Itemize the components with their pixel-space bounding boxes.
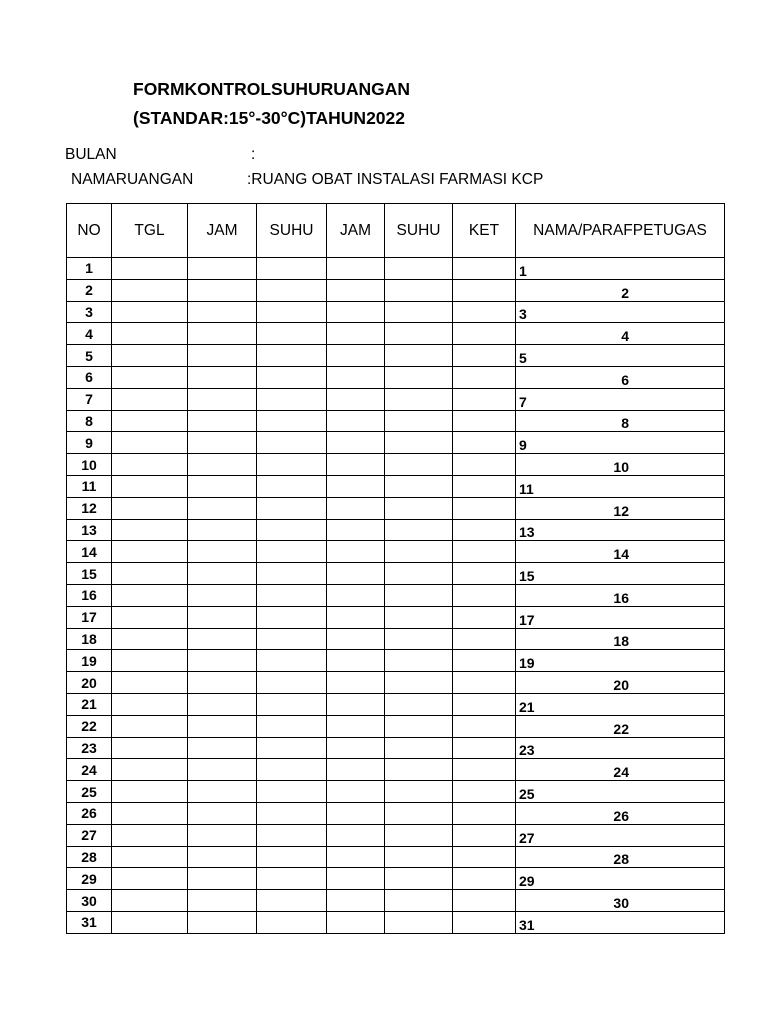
cell-suhu-2[interactable] bbox=[385, 672, 453, 694]
cell-jam-2[interactable] bbox=[327, 846, 385, 868]
cell-suhu-1[interactable] bbox=[257, 650, 327, 672]
cell-tgl[interactable] bbox=[112, 279, 188, 301]
cell-suhu-2[interactable] bbox=[385, 519, 453, 541]
cell-jam-2[interactable] bbox=[327, 759, 385, 781]
table-row bbox=[67, 737, 725, 759]
cell-jam-1[interactable] bbox=[188, 759, 257, 781]
cell-suhu-2[interactable] bbox=[385, 563, 453, 585]
row-number: 24 bbox=[67, 759, 112, 781]
cell-suhu-2[interactable] bbox=[385, 824, 453, 846]
table-row bbox=[67, 258, 725, 280]
cell-tgl[interactable] bbox=[112, 911, 188, 933]
cell-jam-1[interactable] bbox=[188, 323, 257, 345]
cell-tgl[interactable] bbox=[112, 519, 188, 541]
cell-suhu-1[interactable] bbox=[257, 846, 327, 868]
cell-suhu-1[interactable] bbox=[257, 824, 327, 846]
row-number: 22 bbox=[67, 715, 112, 737]
cell-suhu-2[interactable] bbox=[385, 366, 453, 388]
cell-suhu-1[interactable] bbox=[257, 279, 327, 301]
cell-petugas[interactable]: 3 bbox=[516, 301, 725, 323]
cell-tgl[interactable] bbox=[112, 410, 188, 432]
cell-tgl[interactable] bbox=[112, 672, 188, 694]
cell-petugas[interactable]: 24 bbox=[516, 759, 725, 781]
cell-jam-2[interactable] bbox=[327, 475, 385, 497]
table-row bbox=[67, 890, 725, 912]
cell-suhu-2[interactable] bbox=[385, 650, 453, 672]
cell-tgl[interactable] bbox=[112, 475, 188, 497]
cell-petugas[interactable]: 20 bbox=[516, 672, 725, 694]
row-number: 28 bbox=[67, 846, 112, 868]
cell-jam-1[interactable] bbox=[188, 366, 257, 388]
cell-tgl[interactable] bbox=[112, 497, 188, 519]
cell-suhu-1[interactable] bbox=[257, 606, 327, 628]
cell-jam-1[interactable] bbox=[188, 432, 257, 454]
cell-jam-2[interactable] bbox=[327, 693, 385, 715]
cell-suhu-1[interactable] bbox=[257, 584, 327, 606]
column-header-suhu-2: SUHU bbox=[385, 204, 453, 258]
cell-ket[interactable] bbox=[453, 890, 516, 912]
cell-suhu-1[interactable] bbox=[257, 323, 327, 345]
cell-jam-2[interactable] bbox=[327, 584, 385, 606]
cell-suhu-1[interactable] bbox=[257, 475, 327, 497]
cell-jam-2[interactable] bbox=[327, 563, 385, 585]
cell-suhu-2[interactable] bbox=[385, 584, 453, 606]
cell-suhu-1[interactable] bbox=[257, 693, 327, 715]
table-row bbox=[67, 541, 725, 563]
table-row bbox=[67, 781, 725, 803]
cell-suhu-1[interactable] bbox=[257, 563, 327, 585]
cell-jam-1[interactable] bbox=[188, 301, 257, 323]
cell-ket[interactable] bbox=[453, 628, 516, 650]
row-number: 21 bbox=[67, 693, 112, 715]
cell-jam-2[interactable] bbox=[327, 323, 385, 345]
cell-petugas[interactable]: 1 bbox=[516, 258, 725, 280]
row-number: 1 bbox=[67, 258, 112, 280]
cell-suhu-1[interactable] bbox=[257, 911, 327, 933]
row-number: 29 bbox=[67, 868, 112, 890]
cell-ket[interactable] bbox=[453, 584, 516, 606]
cell-jam-2[interactable] bbox=[327, 541, 385, 563]
table-row bbox=[67, 650, 725, 672]
cell-ket[interactable] bbox=[453, 693, 516, 715]
row-number: 15 bbox=[67, 563, 112, 585]
cell-ket[interactable] bbox=[453, 454, 516, 476]
cell-tgl[interactable] bbox=[112, 323, 188, 345]
cell-jam-1[interactable] bbox=[188, 563, 257, 585]
cell-jam-1[interactable] bbox=[188, 802, 257, 824]
table-row bbox=[67, 497, 725, 519]
cell-ket[interactable] bbox=[453, 258, 516, 280]
column-header-petugas: NAMA/PARAFPETUGAS bbox=[516, 204, 725, 258]
cell-jam-1[interactable] bbox=[188, 258, 257, 280]
cell-suhu-1[interactable] bbox=[257, 541, 327, 563]
cell-jam-1[interactable] bbox=[188, 781, 257, 803]
cell-suhu-2[interactable] bbox=[385, 497, 453, 519]
cell-petugas[interactable]: 28 bbox=[516, 846, 725, 868]
cell-ket[interactable] bbox=[453, 781, 516, 803]
row-number: 26 bbox=[67, 802, 112, 824]
cell-suhu-2[interactable] bbox=[385, 345, 453, 367]
form-title: FORMKONTROLSUHURUANGAN bbox=[133, 79, 411, 99]
cell-suhu-2[interactable] bbox=[385, 868, 453, 890]
cell-jam-1[interactable] bbox=[188, 584, 257, 606]
cell-jam-1[interactable] bbox=[188, 454, 257, 476]
row-number: 4 bbox=[67, 323, 112, 345]
cell-ket[interactable] bbox=[453, 824, 516, 846]
ruangan-value: :RUANG OBAT INSTALASI FARMASI KCP bbox=[247, 171, 544, 188]
cell-suhu-1[interactable] bbox=[257, 519, 327, 541]
cell-suhu-1[interactable] bbox=[257, 258, 327, 280]
table-row bbox=[67, 388, 725, 410]
cell-ket[interactable] bbox=[453, 279, 516, 301]
cell-jam-1[interactable] bbox=[188, 606, 257, 628]
cell-suhu-1[interactable] bbox=[257, 715, 327, 737]
cell-ket[interactable] bbox=[453, 759, 516, 781]
row-number: 23 bbox=[67, 737, 112, 759]
cell-suhu-1[interactable] bbox=[257, 497, 327, 519]
cell-suhu-2[interactable] bbox=[385, 388, 453, 410]
cell-suhu-1[interactable] bbox=[257, 802, 327, 824]
table-row bbox=[67, 606, 725, 628]
row-number: 14 bbox=[67, 541, 112, 563]
bulan-label: BULAN bbox=[65, 146, 117, 163]
cell-suhu-1[interactable] bbox=[257, 759, 327, 781]
cell-tgl[interactable] bbox=[112, 868, 188, 890]
cell-tgl[interactable] bbox=[112, 301, 188, 323]
cell-ket[interactable] bbox=[453, 563, 516, 585]
table-row bbox=[67, 301, 725, 323]
cell-jam-2[interactable] bbox=[327, 345, 385, 367]
cell-ket[interactable] bbox=[453, 323, 516, 345]
cell-jam-2[interactable] bbox=[327, 890, 385, 912]
cell-jam-2[interactable] bbox=[327, 410, 385, 432]
table-row bbox=[67, 279, 725, 301]
cell-suhu-2[interactable] bbox=[385, 737, 453, 759]
cell-ket[interactable] bbox=[453, 410, 516, 432]
row-number: 16 bbox=[67, 584, 112, 606]
cell-suhu-1[interactable] bbox=[257, 737, 327, 759]
row-number: 25 bbox=[67, 781, 112, 803]
cell-petugas[interactable]: 23 bbox=[516, 737, 725, 759]
cell-petugas[interactable]: 9 bbox=[516, 432, 725, 454]
cell-suhu-2[interactable] bbox=[385, 323, 453, 345]
cell-suhu-2[interactable] bbox=[385, 279, 453, 301]
cell-petugas[interactable]: 21 bbox=[516, 693, 725, 715]
cell-suhu-1[interactable] bbox=[257, 345, 327, 367]
row-number: 12 bbox=[67, 497, 112, 519]
row-number: 2 bbox=[67, 279, 112, 301]
table-row bbox=[67, 323, 725, 345]
cell-petugas[interactable]: 7 bbox=[516, 388, 725, 410]
cell-ket[interactable] bbox=[453, 301, 516, 323]
cell-petugas[interactable]: 14 bbox=[516, 541, 725, 563]
table-row bbox=[67, 563, 725, 585]
cell-jam-1[interactable] bbox=[188, 890, 257, 912]
cell-suhu-2[interactable] bbox=[385, 475, 453, 497]
cell-suhu-2[interactable] bbox=[385, 911, 453, 933]
cell-ket[interactable] bbox=[453, 606, 516, 628]
cell-ket[interactable] bbox=[453, 432, 516, 454]
cell-jam-1[interactable] bbox=[188, 672, 257, 694]
cell-tgl[interactable] bbox=[112, 890, 188, 912]
cell-tgl[interactable] bbox=[112, 737, 188, 759]
cell-petugas[interactable]: 2 bbox=[516, 279, 725, 301]
cell-suhu-2[interactable] bbox=[385, 759, 453, 781]
cell-jam-2[interactable] bbox=[327, 388, 385, 410]
cell-suhu-2[interactable] bbox=[385, 846, 453, 868]
cell-jam-1[interactable] bbox=[188, 650, 257, 672]
row-number: 6 bbox=[67, 366, 112, 388]
cell-petugas[interactable]: 13 bbox=[516, 519, 725, 541]
row-number: 7 bbox=[67, 388, 112, 410]
cell-suhu-2[interactable] bbox=[385, 628, 453, 650]
cell-ket[interactable] bbox=[453, 846, 516, 868]
cell-jam-1[interactable] bbox=[188, 345, 257, 367]
row-number: 20 bbox=[67, 672, 112, 694]
table-row bbox=[67, 475, 725, 497]
cell-suhu-1[interactable] bbox=[257, 410, 327, 432]
row-number: 5 bbox=[67, 345, 112, 367]
cell-jam-2[interactable] bbox=[327, 301, 385, 323]
cell-tgl[interactable] bbox=[112, 454, 188, 476]
cell-suhu-2[interactable] bbox=[385, 432, 453, 454]
cell-suhu-2[interactable] bbox=[385, 802, 453, 824]
cell-suhu-1[interactable] bbox=[257, 781, 327, 803]
cell-ket[interactable] bbox=[453, 650, 516, 672]
row-number: 9 bbox=[67, 432, 112, 454]
cell-jam-1[interactable] bbox=[188, 824, 257, 846]
cell-jam-2[interactable] bbox=[327, 715, 385, 737]
cell-ket[interactable] bbox=[453, 366, 516, 388]
cell-jam-1[interactable] bbox=[188, 410, 257, 432]
row-number: 27 bbox=[67, 824, 112, 846]
cell-jam-1[interactable] bbox=[188, 541, 257, 563]
cell-jam-2[interactable] bbox=[327, 911, 385, 933]
column-header-suhu-1: SUHU bbox=[257, 204, 327, 258]
cell-petugas[interactable]: 29 bbox=[516, 868, 725, 890]
table-row bbox=[67, 846, 725, 868]
cell-petugas[interactable]: 19 bbox=[516, 650, 725, 672]
row-number: 13 bbox=[67, 519, 112, 541]
cell-ket[interactable] bbox=[453, 388, 516, 410]
cell-jam-2[interactable] bbox=[327, 432, 385, 454]
cell-suhu-2[interactable] bbox=[385, 606, 453, 628]
cell-jam-2[interactable] bbox=[327, 366, 385, 388]
table-header-row bbox=[67, 204, 725, 258]
table-row bbox=[67, 628, 725, 650]
cell-ket[interactable] bbox=[453, 672, 516, 694]
cell-tgl[interactable] bbox=[112, 584, 188, 606]
cell-tgl[interactable] bbox=[112, 345, 188, 367]
cell-suhu-2[interactable] bbox=[385, 715, 453, 737]
cell-tgl[interactable] bbox=[112, 802, 188, 824]
table-row bbox=[67, 911, 725, 933]
cell-suhu-1[interactable] bbox=[257, 454, 327, 476]
cell-tgl[interactable] bbox=[112, 366, 188, 388]
cell-ket[interactable] bbox=[453, 519, 516, 541]
table-row bbox=[67, 410, 725, 432]
cell-suhu-1[interactable] bbox=[257, 628, 327, 650]
cell-jam-2[interactable] bbox=[327, 868, 385, 890]
cell-petugas[interactable]: 31 bbox=[516, 911, 725, 933]
cell-petugas[interactable]: 25 bbox=[516, 781, 725, 803]
cell-jam-1[interactable] bbox=[188, 868, 257, 890]
table-row bbox=[67, 868, 725, 890]
cell-petugas[interactable]: 8 bbox=[516, 410, 725, 432]
cell-petugas[interactable]: 22 bbox=[516, 715, 725, 737]
cell-jam-1[interactable] bbox=[188, 279, 257, 301]
table-row bbox=[67, 759, 725, 781]
bulan-value: : bbox=[251, 146, 256, 163]
cell-ket[interactable] bbox=[453, 497, 516, 519]
ruangan-label: NAMARUANGAN bbox=[71, 171, 194, 188]
cell-petugas[interactable]: 11 bbox=[516, 475, 725, 497]
cell-jam-2[interactable] bbox=[327, 454, 385, 476]
table-row bbox=[67, 584, 725, 606]
cell-jam-2[interactable] bbox=[327, 737, 385, 759]
cell-jam-1[interactable] bbox=[188, 693, 257, 715]
cell-tgl[interactable] bbox=[112, 781, 188, 803]
temperature-log-table bbox=[66, 203, 725, 934]
cell-petugas[interactable]: 12 bbox=[516, 497, 725, 519]
cell-petugas[interactable]: 5 bbox=[516, 345, 725, 367]
cell-ket[interactable] bbox=[453, 911, 516, 933]
cell-jam-1[interactable] bbox=[188, 846, 257, 868]
cell-suhu-1[interactable] bbox=[257, 301, 327, 323]
cell-jam-1[interactable] bbox=[188, 715, 257, 737]
cell-suhu-1[interactable] bbox=[257, 432, 327, 454]
cell-petugas[interactable]: 30 bbox=[516, 890, 725, 912]
cell-suhu-1[interactable] bbox=[257, 388, 327, 410]
cell-ket[interactable] bbox=[453, 541, 516, 563]
cell-jam-1[interactable] bbox=[188, 628, 257, 650]
cell-tgl[interactable] bbox=[112, 846, 188, 868]
cell-jam-2[interactable] bbox=[327, 258, 385, 280]
row-number: 3 bbox=[67, 301, 112, 323]
table-row bbox=[67, 802, 725, 824]
cell-tgl[interactable] bbox=[112, 388, 188, 410]
cell-suhu-1[interactable] bbox=[257, 672, 327, 694]
cell-ket[interactable] bbox=[453, 345, 516, 367]
cell-petugas[interactable]: 4 bbox=[516, 323, 725, 345]
row-number: 31 bbox=[67, 911, 112, 933]
column-header-no: NO bbox=[67, 204, 112, 258]
cell-jam-2[interactable] bbox=[327, 628, 385, 650]
cell-petugas[interactable]: 15 bbox=[516, 563, 725, 585]
cell-jam-1[interactable] bbox=[188, 737, 257, 759]
cell-tgl[interactable] bbox=[112, 258, 188, 280]
cell-jam-2[interactable] bbox=[327, 497, 385, 519]
row-number: 11 bbox=[67, 475, 112, 497]
cell-tgl[interactable] bbox=[112, 650, 188, 672]
cell-suhu-2[interactable] bbox=[385, 541, 453, 563]
cell-jam-2[interactable] bbox=[327, 781, 385, 803]
cell-suhu-1[interactable] bbox=[257, 868, 327, 890]
cell-suhu-2[interactable] bbox=[385, 890, 453, 912]
row-number: 17 bbox=[67, 606, 112, 628]
table-row bbox=[67, 432, 725, 454]
cell-petugas[interactable]: 27 bbox=[516, 824, 725, 846]
cell-ket[interactable] bbox=[453, 737, 516, 759]
cell-tgl[interactable] bbox=[112, 628, 188, 650]
cell-suhu-2[interactable] bbox=[385, 258, 453, 280]
cell-jam-2[interactable] bbox=[327, 672, 385, 694]
cell-ket[interactable] bbox=[453, 802, 516, 824]
cell-ket[interactable] bbox=[453, 475, 516, 497]
cell-petugas[interactable]: 18 bbox=[516, 628, 725, 650]
cell-petugas[interactable]: 10 bbox=[516, 454, 725, 476]
cell-jam-2[interactable] bbox=[327, 650, 385, 672]
row-number: 18 bbox=[67, 628, 112, 650]
cell-jam-2[interactable] bbox=[327, 519, 385, 541]
cell-suhu-2[interactable] bbox=[385, 781, 453, 803]
cell-petugas[interactable]: 26 bbox=[516, 802, 725, 824]
cell-jam-1[interactable] bbox=[188, 388, 257, 410]
table-row bbox=[67, 454, 725, 476]
cell-jam-1[interactable] bbox=[188, 911, 257, 933]
cell-suhu-2[interactable] bbox=[385, 454, 453, 476]
cell-tgl[interactable] bbox=[112, 824, 188, 846]
cell-suhu-2[interactable] bbox=[385, 301, 453, 323]
cell-jam-2[interactable] bbox=[327, 279, 385, 301]
cell-jam-2[interactable] bbox=[327, 606, 385, 628]
cell-suhu-2[interactable] bbox=[385, 693, 453, 715]
cell-suhu-2[interactable] bbox=[385, 410, 453, 432]
cell-tgl[interactable] bbox=[112, 759, 188, 781]
row-number: 10 bbox=[67, 454, 112, 476]
table-row bbox=[67, 693, 725, 715]
table-row bbox=[67, 366, 725, 388]
row-number: 30 bbox=[67, 890, 112, 912]
cell-jam-2[interactable] bbox=[327, 824, 385, 846]
table-row bbox=[67, 519, 725, 541]
cell-ket[interactable] bbox=[453, 868, 516, 890]
table-row bbox=[67, 715, 725, 737]
table-body bbox=[67, 258, 725, 934]
column-header-jam-1: JAM bbox=[188, 204, 257, 258]
cell-tgl[interactable] bbox=[112, 715, 188, 737]
column-header-ket: KET bbox=[453, 204, 516, 258]
cell-ket[interactable] bbox=[453, 715, 516, 737]
cell-petugas[interactable]: 6 bbox=[516, 366, 725, 388]
table-row bbox=[67, 672, 725, 694]
cell-petugas[interactable]: 17 bbox=[516, 606, 725, 628]
cell-tgl[interactable] bbox=[112, 693, 188, 715]
cell-jam-1[interactable] bbox=[188, 519, 257, 541]
row-number: 8 bbox=[67, 410, 112, 432]
row-number: 19 bbox=[67, 650, 112, 672]
cell-tgl[interactable] bbox=[112, 606, 188, 628]
cell-tgl[interactable] bbox=[112, 563, 188, 585]
cell-suhu-1[interactable] bbox=[257, 366, 327, 388]
cell-jam-1[interactable] bbox=[188, 475, 257, 497]
cell-petugas[interactable]: 16 bbox=[516, 584, 725, 606]
cell-tgl[interactable] bbox=[112, 432, 188, 454]
cell-jam-2[interactable] bbox=[327, 802, 385, 824]
column-header-jam-2: JAM bbox=[327, 204, 385, 258]
table-row bbox=[67, 345, 725, 367]
cell-jam-1[interactable] bbox=[188, 497, 257, 519]
column-header-tgl: TGL bbox=[112, 204, 188, 258]
cell-tgl[interactable] bbox=[112, 541, 188, 563]
cell-suhu-1[interactable] bbox=[257, 890, 327, 912]
form-subtitle: (STANDAR:15°-30°C)TAHUN2022 bbox=[133, 108, 406, 128]
table-row bbox=[67, 824, 725, 846]
